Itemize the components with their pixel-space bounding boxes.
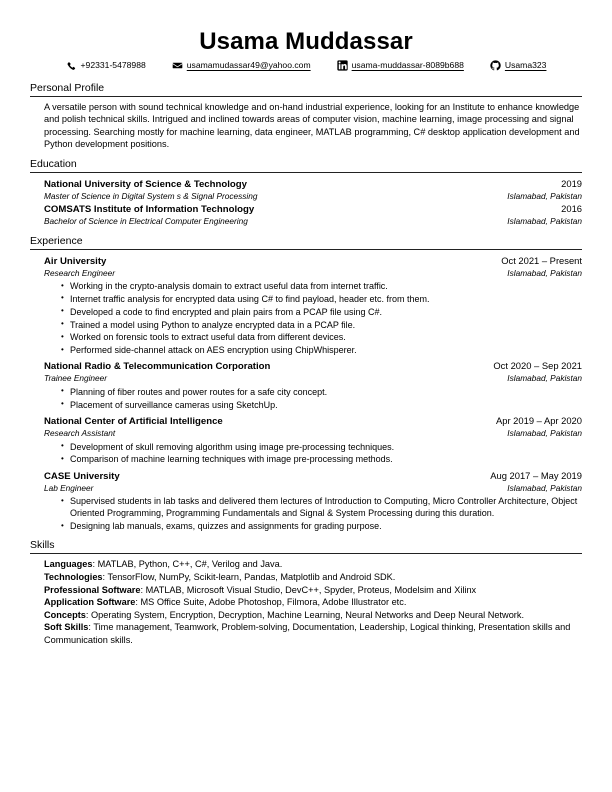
section-personal-profile	[30, 82, 582, 151]
contact-email[interactable]	[172, 59, 311, 71]
skill-line	[44, 621, 582, 646]
experience-location: Islamabad, Pakistan	[507, 428, 582, 438]
education-entry	[30, 177, 582, 203]
experience-bullet-list	[44, 280, 582, 356]
contact-github[interactable]	[490, 59, 547, 71]
experience-location: Islamabad, Pakistan	[507, 373, 582, 384]
skill-line	[44, 584, 582, 597]
skill-label: Concepts	[44, 609, 86, 620]
contact-email-text: usamamudassar49@yahoo.com	[186, 60, 311, 70]
list-item: • Internet traffic analysis for encrypted data using C# to find payload, header etc. from them.	[61, 293, 582, 305]
education-institution: COMSATS Institute of Information Technology	[44, 204, 255, 216]
list-item: • Performed side-channel attack on AES encryption using ChipWhisperer.	[61, 344, 582, 356]
experience-organization: National Center of Artificial Intelligence	[44, 416, 223, 427]
list-item: • Designing lab manuals, exams, quizzes and assignments for grading purpose.	[61, 520, 582, 532]
section-title-experience: Experience	[30, 235, 582, 250]
skill-line	[44, 609, 582, 622]
experience-bullet-list	[44, 441, 582, 466]
linkedin-icon	[337, 60, 348, 71]
education-year: 2019	[561, 177, 582, 189]
experience-bullet-list	[44, 386, 582, 411]
experience-organization: National Radio & Telecommunication Corporation	[44, 361, 271, 373]
education-entry-subheader	[44, 191, 582, 203]
experience-role: Research Engineer	[44, 267, 116, 278]
skill-value: : Time management, Teamwork, Problem-solving, Documentation, Leadership, Logical thinking, Presentation skills and Communication skills.	[44, 622, 571, 646]
education-institution: National University of Science & Technology	[44, 178, 247, 190]
contact-phone[interactable]	[66, 59, 146, 71]
experience-entry-subheader	[44, 268, 582, 280]
education-entry-header	[44, 177, 582, 191]
skill-label: Application Software	[44, 597, 136, 608]
skill-label: Soft Skills	[44, 622, 89, 633]
experience-role: Lab Engineer	[44, 482, 94, 493]
skill-value: : TensorFlow, NumPy, Scikit-learn, Pandas, Matplotlib and Android SDK.	[102, 572, 396, 583]
skill-value: : Operating System, Encryption, Decryption, Machine Learning, Neural Networks and Deep Neural Network.	[85, 609, 525, 620]
section-education	[30, 158, 582, 228]
skill-label: Technologies	[44, 572, 103, 583]
list-item: • Development of skull removing algorithm using image pre-processing techniques.	[61, 441, 582, 453]
education-entry-header	[44, 202, 582, 216]
list-item: • Working in the crypto-analysis domain to extract useful data from internet traffic.	[61, 280, 582, 292]
skill-label: Languages	[44, 559, 93, 570]
list-item: • Comparison of machine learning techniques with image pre-processing methods.	[61, 453, 582, 465]
experience-dates: Oct 2020 – Sep 2021	[493, 360, 582, 372]
experience-bullet-list	[44, 495, 582, 532]
education-location: Islamabad, Pakistan	[507, 216, 582, 227]
contact-row	[30, 59, 582, 75]
contact-github-text: Usama323	[504, 60, 547, 70]
skill-label: Professional Software	[44, 584, 141, 595]
experience-entry	[30, 469, 582, 533]
section-title-skills: Skills	[30, 539, 582, 554]
contact-linkedin-text: usama-muddassar-8089b688	[351, 60, 464, 70]
skill-line	[44, 596, 582, 609]
education-entry-subheader	[44, 216, 582, 228]
contact-phone-text: +92331-5478988	[80, 60, 146, 70]
experience-entry-header	[44, 254, 582, 268]
section-title-education: Education	[30, 158, 582, 173]
section-skills	[30, 539, 582, 646]
resume-header	[30, 28, 582, 75]
experience-location: Islamabad, Pakistan	[507, 267, 582, 278]
skill-value: : MS Office Suite, Adobe Photoshop, Filmora, Adobe Illustrator etc.	[135, 597, 407, 608]
education-degree: Master of Science in Digital System s & Signal Processing	[44, 190, 258, 201]
experience-entry-header	[44, 414, 582, 428]
experience-location: Islamabad, Pakistan	[507, 482, 582, 493]
list-item: • Developed a code to find encrypted and plain pairs from a PCAP file using C#.	[61, 306, 582, 318]
experience-entry-header	[44, 469, 582, 483]
phone-icon	[66, 60, 77, 71]
experience-entry	[30, 254, 582, 357]
skill-value: : MATLAB, Python, C++, C#, Verilog and Java.	[92, 559, 283, 570]
skills-list	[30, 558, 582, 646]
education-location: Islamabad, Pakistan	[507, 190, 582, 201]
experience-organization: Air University	[44, 255, 107, 267]
section-title-personal-profile: Personal Profile	[30, 82, 582, 97]
section-experience	[30, 235, 582, 533]
list-item: • Trained a model using Python to analyze encrypted data in a PCAP file.	[61, 319, 582, 331]
experience-role: Trainee Engineer	[44, 373, 108, 384]
experience-entry-header	[44, 359, 582, 373]
experience-entry-subheader	[44, 428, 582, 440]
list-item: • Worked on forensic tools to extract useful data from different devices.	[61, 331, 582, 343]
email-icon	[172, 60, 183, 71]
skill-line	[44, 558, 582, 571]
education-year: 2016	[561, 203, 582, 215]
contact-linkedin[interactable]	[337, 59, 464, 71]
experience-entry-subheader	[44, 373, 582, 385]
experience-dates: Apr 2019 – Apr 2020	[495, 415, 582, 426]
github-icon	[490, 60, 501, 71]
list-item: • Placement of surveillance cameras using SketchUp.	[61, 399, 582, 411]
list-item: • Supervised students in lab tasks and delivered them lectures of Introduction to Computing, Micro Controller Architecture, Object Oriented Programming, Programming Fundamentals and Signal & System Processing during this duration.	[61, 495, 582, 520]
experience-organization: CASE University	[44, 470, 120, 482]
skill-value: : MATLAB, Microsoft Visual Studio, DevC++, Spyder, Proteus, Modelsim and Xilinx	[140, 584, 477, 595]
education-entry	[30, 202, 582, 228]
education-degree: Bachelor of Science in Electrical Computer Engineering	[44, 216, 248, 227]
skill-line	[44, 571, 582, 584]
experience-entry-subheader	[44, 483, 582, 495]
personal-profile-text: A versatile person with sound technical knowledge and on-hand industrial experience, looking for an Institute to enhance knowledge and polish technical skills. Intrigued and inclined towards areas of computer vision, machine learning, image processing and signal processing. Searching mostly for machine learning, data engineer, MATLAB programming, C# desktop application development and Python development positions.	[44, 102, 580, 150]
experience-entry	[30, 359, 582, 411]
candidate-name: Usama Muddassar	[199, 28, 413, 55]
experience-entry	[30, 414, 582, 466]
list-item: • Planning of fiber routes and power routes for a safe city concept.	[61, 386, 582, 398]
experience-role: Research Assistant	[44, 428, 116, 438]
experience-dates: Oct 2021 – Present	[501, 254, 582, 266]
experience-dates: Aug 2017 – May 2019	[490, 469, 582, 481]
